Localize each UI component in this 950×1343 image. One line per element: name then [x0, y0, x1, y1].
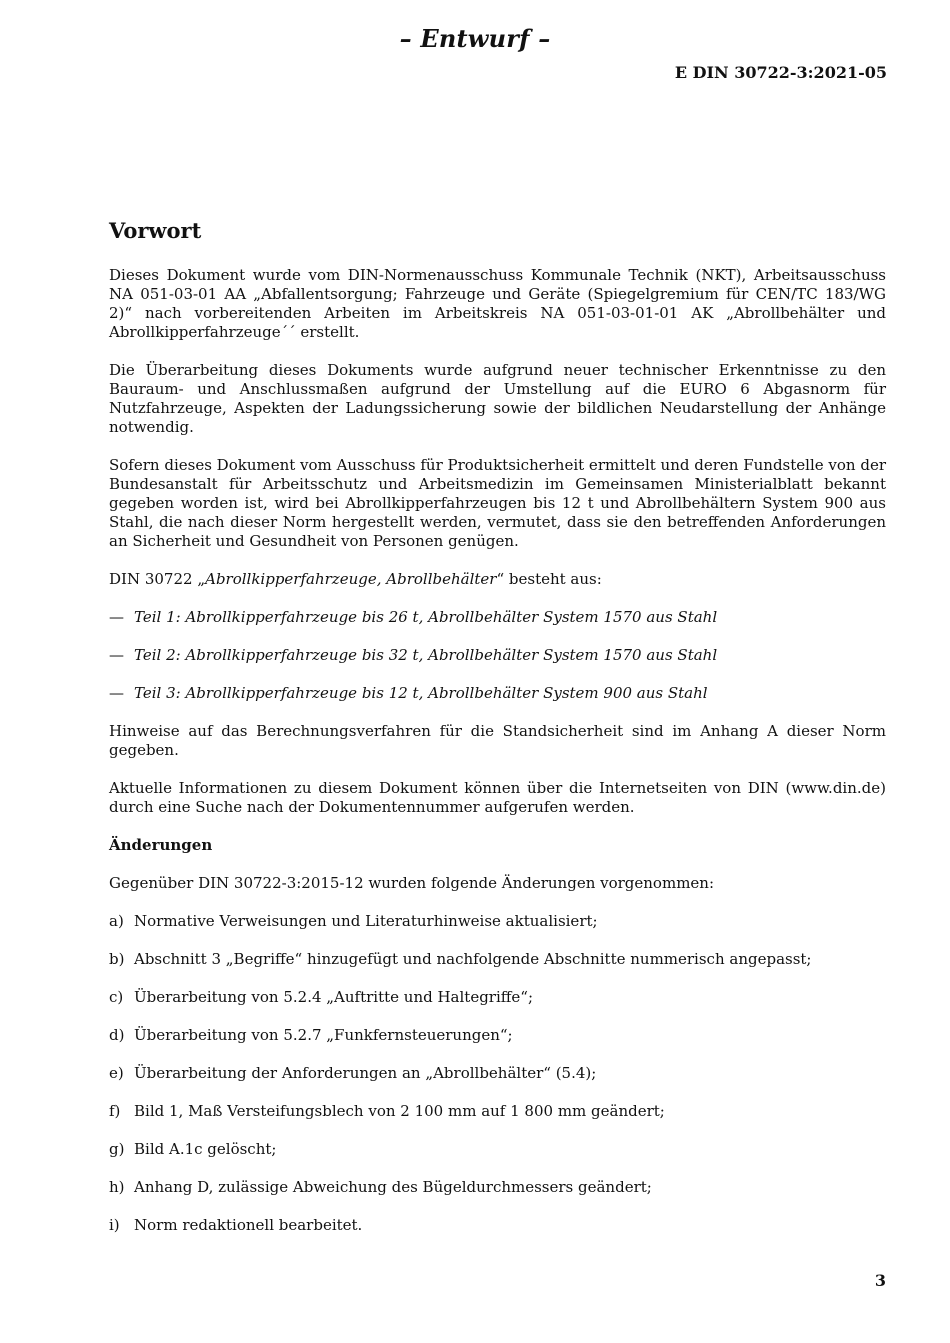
list-item [109, 646, 886, 665]
list-item [109, 988, 886, 1007]
list-marker: h) [109, 1178, 125, 1196]
list-marker: i) [109, 1216, 120, 1234]
list-item [109, 912, 886, 931]
list-item [109, 608, 886, 627]
list-text: Teil 3: Abrollkipperfahrzeuge bis 12 t, Abrollbehälter System 900 aus Stahl [134, 684, 708, 702]
series-intro-title: Abrollkipperfahrzeuge, Abrollbehälter [205, 570, 497, 588]
list-text: Teil 1: Abrollkipperfahrzeuge bis 26 t, Abrollbehälter System 1570 aus Stahl [134, 608, 718, 626]
list-item [109, 1102, 886, 1121]
list-item [109, 1026, 886, 1045]
series-intro [109, 570, 886, 589]
foreword-paragraph-2: Die Überarbeitung dieses Dokuments wurde aufgrund neuer technischer Erkenntnisse zu den Bauraum- und Anschlussmaßen aufgrund der Umstellung auf die EURO 6 Abgasnorm für Nutzfahrzeuge, Aspekten der Ladungssicherung sowie der bildlichen Neudarstellung der Anhänge notwendig. [109, 361, 886, 436]
list-text: Normative Verweisungen und Literaturhinweise aktualisiert; [134, 912, 598, 930]
list-marker: g) [109, 1140, 125, 1158]
series-intro-prefix: DIN 30722 „ [109, 570, 206, 588]
list-marker: b) [109, 950, 125, 968]
list-text: Abschnitt 3 „Begriffe“ hinzugefügt und nachfolgende Abschnitte nummerisch angepasst; [134, 950, 812, 968]
list-marker: c) [109, 988, 124, 1006]
list-text: Anhang D, zulässige Abweichung des Bügeldurchmessers geändert; [134, 1178, 652, 1196]
list-text: Teil 2: Abrollkipperfahrzeuge bis 32 t, Abrollbehälter System 1570 aus Stahl [134, 646, 718, 664]
list-text: Überarbeitung der Anforderungen an „Abrollbehälter“ (5.4); [134, 1064, 597, 1082]
list-text: Norm redaktionell bearbeitet. [134, 1216, 363, 1234]
list-text: Bild 1, Maß Versteifungsblech von 2 100 mm auf 1 800 mm geändert; [134, 1102, 665, 1120]
page-content [109, 214, 886, 1254]
list-marker: — [109, 608, 124, 626]
list-item [109, 684, 886, 703]
list-marker: a) [109, 912, 124, 930]
page-number: 3 [874, 1271, 886, 1290]
list-item [109, 1064, 886, 1083]
list-marker: f) [109, 1102, 121, 1120]
list-item [109, 1140, 886, 1159]
list-marker: — [109, 684, 124, 702]
list-item [109, 1216, 886, 1235]
changes-title: Änderungen [109, 836, 213, 854]
foreword-paragraph-1: Dieses Dokument wurde vom DIN-Normenausschuss Kommunale Technik (NKT), Arbeitsausschuss NA 051-03-01 AA „Abfallentsorgung; Fahrzeuge und Geräte (Spiegelgremium für CEN/TC 183/WG 2)“ nach vorbereitenden Arbeiten im Arbeitskreis NA 051-03-01-01 AK „Abrollbehälter und Abrollkipperfahrzeuge´´ erstellt. [109, 266, 886, 341]
series-intro-suffix: “ besteht aus: [496, 570, 602, 588]
changes-intro: Gegenüber DIN 30722-3:2015-12 wurden folgende Änderungen vorgenommen: [109, 874, 715, 892]
draft-label: – Entwurf – [399, 24, 551, 53]
list-marker: — [109, 646, 124, 664]
list-text: Bild A.1c gelöscht; [134, 1140, 277, 1158]
info-paragraph: Aktuelle Informationen zu diesem Dokument können über die Internetseiten von DIN (www.din.de) durch eine Suche nach der Dokumentennummer aufgerufen werden. [109, 779, 886, 816]
list-marker: d) [109, 1026, 125, 1044]
foreword-paragraph-3: Sofern dieses Dokument vom Ausschuss für Produktsicherheit ermittelt und deren Fundstelle von der Bundesanstalt für Arbeitsschutz und Arbeitsmedizin im Gemeinsamen Ministerialblatt bekannt gegeben worden ist, wird bei Abrollkipperfahrzeugen bis 12 t und Abrollbehältern System 900 aus Stahl, die nach dieser Norm hergestellt werden, vermutet, dass sie den betreffenden Anforderungen an Sicherheit und Gesundheit von Personen genügen. [109, 456, 886, 550]
document-id: E DIN 30722-3:2021-05 [674, 63, 887, 82]
foreword-title: Vorwort [109, 218, 202, 243]
list-marker: e) [109, 1064, 124, 1082]
list-item [109, 1178, 886, 1197]
list-text: Überarbeitung von 5.2.7 „Funkfernsteuerungen“; [134, 1026, 513, 1044]
list-text: Überarbeitung von 5.2.4 „Auftritte und Haltegriffe“; [134, 988, 534, 1006]
hint-paragraph: Hinweise auf das Berechnungsverfahren für die Standsicherheit sind im Anhang A dieser Norm gegeben. [109, 722, 886, 759]
list-item [109, 950, 886, 969]
